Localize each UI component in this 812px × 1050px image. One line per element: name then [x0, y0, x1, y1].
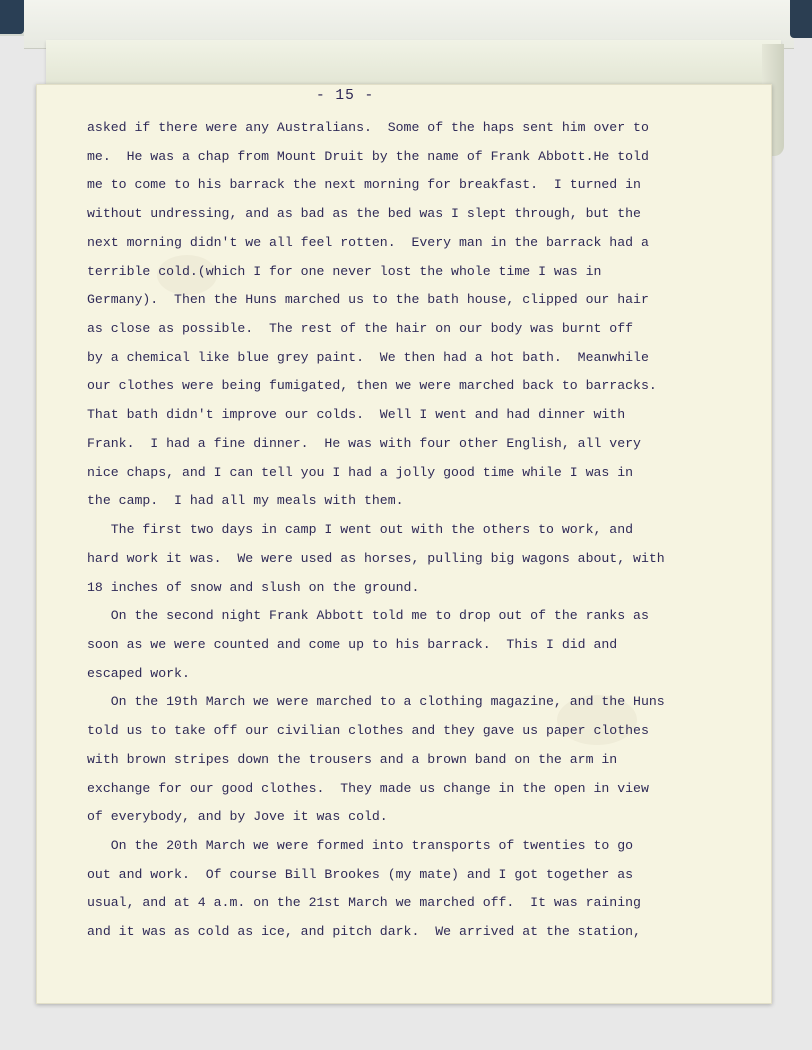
text-line: next morning didn't we all feel rotten. Every man in the barrack had a [87, 234, 649, 250]
page-number: - 15 - [316, 88, 375, 104]
text-line: asked if there were any Australians. Some of the haps sent him over to [87, 120, 649, 135]
binding-strip-left [0, 0, 24, 34]
text-line: hard work it was. We were used as horses, pulling big wagons about, with [87, 550, 665, 566]
binding-strip-right [790, 0, 812, 38]
text-line: On the 20th March we were formed into transports of twenties to go [87, 837, 634, 853]
text-line: On the 19th March we were marched to a clothing magazine, and the Huns [87, 694, 665, 710]
text-line: soon as we were counted and come up to his barrack. This I did and [87, 636, 618, 652]
text-line: me to come to his barrack the next morning for breakfast. I turned in [87, 177, 641, 193]
text-line: That bath didn't improve our colds. Well I went and had dinner with [87, 407, 626, 423]
text-line: out and work. Of course Bill Brookes (my mate) and I got together as [87, 866, 634, 882]
text-line: nice chaps, and I can tell you I had a jolly good time while I was in [87, 464, 634, 480]
text-line: and it was as cold as ice, and pitch dark. We arrived at the station, [87, 924, 641, 940]
text-line: with brown stripes down the trousers and a brown band on the arm in [87, 751, 618, 767]
text-line: as close as possible. The rest of the hair on our body was burnt off [87, 321, 634, 337]
text-line: by a chemical like blue grey paint. We then had a hot bath. Meanwhile [87, 349, 649, 365]
typed-text-block [87, 114, 747, 947]
text-line: without undressing, and as bad as the bed was I slept through, but the [87, 206, 641, 222]
text-line: the camp. I had all my meals with them. [87, 493, 404, 509]
text-line: exchange for our good clothes. They made us change in the open in view [87, 780, 649, 796]
text-line: The first two days in camp I went out with the others to work, and [87, 522, 634, 538]
text-line: Germany). Then the Huns marched us to the bath house, clipped our hair [87, 292, 649, 308]
text-line: 18 inches of snow and slush on the ground. [87, 579, 420, 595]
text-line: me. He was a chap from Mount Druit by the name of Frank Abbott.He told [87, 148, 649, 164]
text-line: terrible cold.(which I for one never lost the whole time I was in [87, 263, 602, 279]
text-line: of everybody, and by Jove it was cold. [87, 809, 388, 825]
text-line: our clothes were being fumigated, then we were marched back to barracks. [87, 378, 657, 394]
text-line: told us to take off our civilian clothes and they gave us paper clothes [87, 723, 649, 739]
text-line: Frank. I had a fine dinner. He was with four other English, all very [87, 435, 641, 451]
text-line: usual, and at 4 a.m. on the 21st March we marched off. It was raining [87, 895, 641, 911]
text-line: On the second night Frank Abbott told me to drop out of the ranks as [87, 608, 649, 624]
text-line: escaped work. [87, 665, 190, 681]
